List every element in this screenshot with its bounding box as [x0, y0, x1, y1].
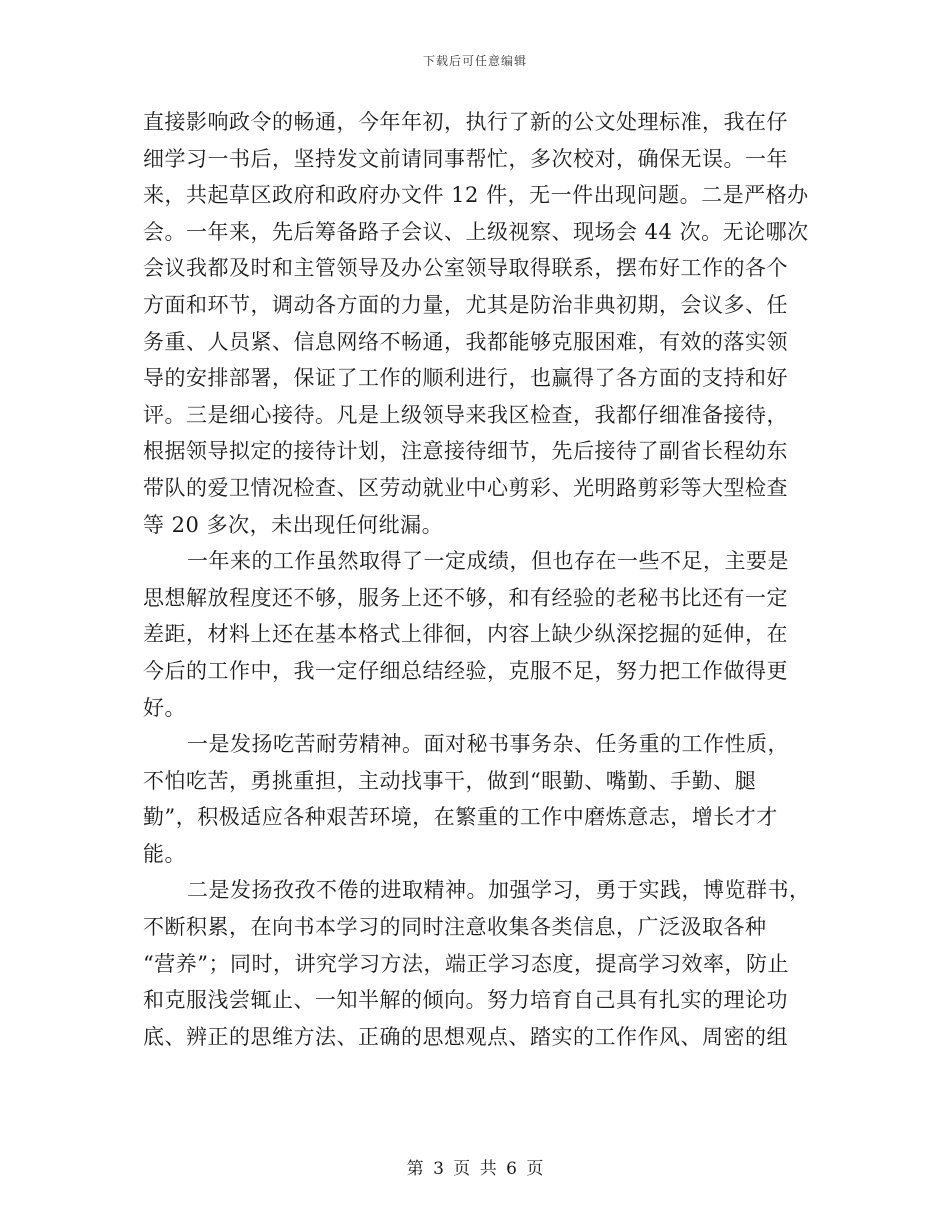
text-line: 导的安排部署，保证了工作的顺利进行，也赢得了各方面的支持和好: [143, 366, 788, 391]
text-line: 根据领导拟定的接待计划，注意接待细节，先后接待了副省长程幼东: [143, 439, 788, 464]
text-line: 底、辨正的思维方法、正确的思想观点、踏实的工作作风、周密的组: [143, 1024, 788, 1049]
text-line: 方面和环节，调动各方面的力量，尤其是防治非典初期，会议多、任: [143, 292, 788, 317]
text-line: 务重、人员紧、信息网络不畅通，我都能够克服困难，有效的落实领: [143, 329, 788, 354]
text-line: 细学习一书后，坚持发文前请同事帮忙，多次校对，确保无误。一年: [143, 146, 788, 171]
text-line: 一年来的工作虽然取得了一定成绩，但也存在一些不足，主要是: [187, 549, 789, 574]
text-line: 带队的爱卫情况检查、区劳动就业中心剪彩、光明路剪彩等大型检查: [143, 475, 788, 500]
text-line: 来，共起草区政府和政府办文件 12 件，无一件出现问题。二是严格办: [143, 183, 809, 208]
text-line: “营养”；同时，讲究学习方法，端正学习态度，提高学习效率，防止: [143, 951, 789, 976]
page-footer: 第 3 页 共 6 页: [406, 1159, 544, 1179]
text-line: 好。: [143, 695, 186, 720]
page-header: 下载后可任意编辑: [422, 54, 527, 68]
text-line: 勤”，积极适应各种艰苦环境，在繁重的工作中磨炼意志，增长才才: [143, 805, 778, 830]
text-line: 和克服浅尝辄止、一知半解的倾向。努力培育自己具有扎实的理论功: [143, 988, 788, 1013]
document-body: [143, 104, 811, 1055]
text-line: 二是发扬孜孜不倦的进取精神。加强学习，勇于实践，博览群书，: [187, 878, 811, 903]
text-line: 今后的工作中，我一定仔细总结经验，克服不足，努力把工作做得更: [143, 658, 788, 683]
text-line: 一是发扬吃苦耐劳精神。面对秘书事务杂、任务重的工作性质，: [187, 732, 789, 757]
text-line: 等 20 多次，未出现任何纰漏。: [143, 512, 444, 537]
text-line: 会议我都及时和主管领导及办公室领导取得联系，摆布好工作的各个: [143, 256, 788, 281]
text-line: 不怕吃苦，勇挑重担，主动找事干，做到“眼勤、嘴勤、手勤、腿: [143, 768, 757, 793]
text-line: 直接影响政令的畅通，今年年初，执行了新的公文处理标准，我在仔: [143, 110, 788, 134]
text-line: 不断积累，在向书本学习的同时注意收集各类信息，广泛汲取各种: [143, 915, 767, 940]
text-line: 会。一年来，先后筹备路子会议、上级视察、现场会 44 次。无论哪次: [143, 219, 809, 244]
text-line: 能。: [143, 841, 186, 866]
text-line: 思想解放程度还不够，服务上还不够，和有经验的老秘书比还有一定: [143, 585, 788, 610]
text-line: 差距，材料上还在基本格式上徘徊，内容上缺少纵深挖掘的延伸，在: [143, 622, 788, 647]
text-line: 评。三是细心接待。凡是上级领导来我区检查，我都仔细准备接待，: [143, 402, 788, 427]
